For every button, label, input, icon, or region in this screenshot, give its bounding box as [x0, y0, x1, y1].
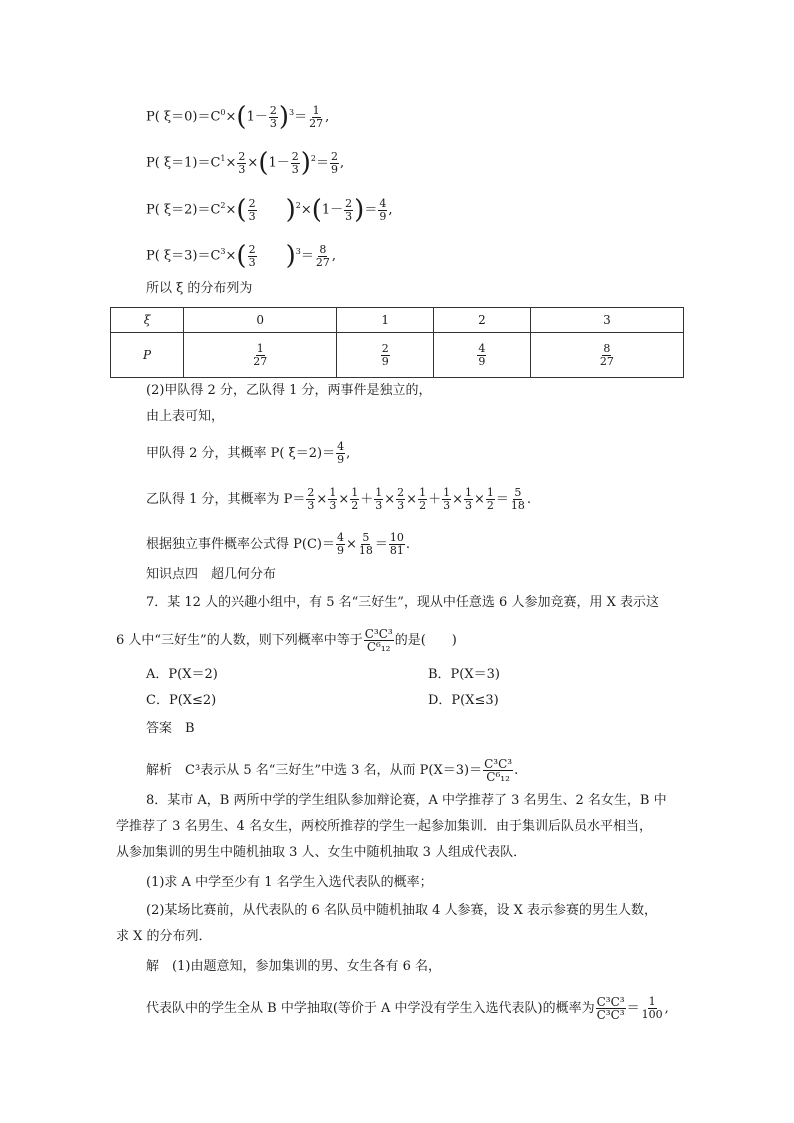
punct: ,: [664, 1001, 669, 1016]
text: C³表示从 5 名“三好生”中选 3 名，从而 P(X＝3)＝: [185, 763, 483, 778]
fraction: [358, 532, 374, 557]
choice-d: D．P(X≤3): [428, 693, 499, 708]
fraction-den: 9: [381, 354, 389, 368]
fraction: [291, 151, 300, 176]
fraction-num: 1: [486, 486, 494, 499]
fraction-den: 9: [337, 453, 345, 466]
fraction: [418, 487, 427, 512]
fraction: [306, 487, 315, 512]
fraction-den: 2: [351, 499, 359, 512]
fraction-num: 4: [337, 440, 345, 453]
equals-sign: ＝: [364, 202, 378, 218]
comb-sup: 0: [220, 108, 226, 118]
formula-p0: [146, 104, 329, 130]
times-sign: ×: [225, 248, 237, 264]
fraction-den: 3: [397, 499, 405, 512]
part2-line5: 根据独立事件概率公式得 P(C)＝ $\frac{4}{9}$ × $\frac{5}{18}$ ＝ $\frac{10}{81}$ .: [146, 531, 411, 557]
q8-line2: 学推荐了 3 名男生、4 名女生，两校所推荐的学生一起参加集训．由于集训后队员水平相当，: [116, 819, 652, 834]
fraction: [596, 996, 626, 1021]
result-fraction: [330, 151, 339, 176]
part2-line2: 由上表可知，: [146, 409, 225, 424]
fraction-num: 4: [478, 341, 486, 355]
result-fraction: [308, 105, 324, 130]
fraction: [442, 487, 451, 512]
times-sign: ×: [247, 155, 259, 171]
fraction: [350, 487, 359, 512]
text: 根据独立事件概率公式得 P(C)＝: [146, 537, 335, 552]
text: 代表队中的学生全从 B 中学抽取(等价于 A 中学没有学生入选代表队)的概率为: [146, 1001, 595, 1016]
table-cell: 3: [530, 308, 683, 333]
part2-line3: [146, 441, 350, 466]
fraction: [477, 343, 486, 368]
fraction: [599, 343, 615, 368]
section-title: 知识点四 超几何分布: [146, 567, 277, 582]
formula-lhs: P( ξ＝0)＝C: [146, 109, 221, 125]
result-fraction: [389, 532, 405, 557]
fraction-den: 18: [510, 499, 525, 512]
fraction-den: 3: [248, 209, 256, 223]
table-cell: [434, 333, 531, 378]
table-cell: [530, 333, 683, 378]
equals-sign: ＝: [316, 155, 330, 171]
fraction: [248, 198, 257, 223]
text: 乙队得 1 分，其概率为 P＝: [146, 492, 306, 507]
fraction: [252, 343, 268, 368]
left-paren: (: [311, 195, 322, 225]
right-paren: ): [285, 241, 296, 271]
fraction-den: 3: [307, 499, 315, 512]
fraction-den: 9: [379, 209, 387, 223]
fraction-num: 2: [381, 341, 389, 355]
fraction-den: 3: [375, 499, 383, 512]
fraction-num: C³C³: [596, 995, 625, 1009]
fraction-num: 1: [648, 995, 656, 1008]
q8-line6: 求 X 的分布列．: [116, 929, 212, 944]
fraction-den: 9: [478, 354, 486, 368]
fraction-num: 2: [345, 196, 353, 210]
distribution-table: [110, 307, 684, 378]
fraction-num: 2: [307, 486, 315, 499]
table-header-row: [111, 308, 684, 333]
fraction-num: 2: [248, 196, 256, 210]
power: 2: [310, 154, 316, 164]
table-cell: [337, 333, 434, 378]
fraction: [269, 105, 278, 130]
fraction: [486, 487, 495, 512]
fraction-num: 8: [319, 242, 327, 256]
left-paren: (: [258, 148, 269, 178]
fraction: [374, 487, 383, 512]
fraction-num: 2: [397, 486, 405, 499]
fraction-num: 4: [379, 196, 387, 210]
inner-term: 1－: [321, 202, 344, 218]
right-paren: ): [354, 195, 365, 225]
fraction: [381, 343, 390, 368]
fraction-num: 1: [419, 486, 427, 499]
q8-line4: (1)求 A 中学至少有 1 名学生入选代表队的概率；: [146, 875, 433, 890]
part2-line4: 乙队得 1 分，其概率为 P＝ $\frac{2}{3}$ × $\frac{1}{3}$ × $\frac{1}{2}$ ＋ $\frac{1}{3}$ × $\frac{2}{3}$ × $\frac{1}{2}$ ＋ $\frac{1}{3}$ × $\frac{1}{3}$ × $\frac{1}{2}$ ＝ $\frac{5}{18}$ .: [146, 486, 532, 512]
text: 6 人中“三好生”的人数，则下列概率中等于: [116, 633, 363, 648]
fraction: [344, 198, 353, 223]
table-cell: 2: [434, 308, 531, 333]
punct: ,: [331, 248, 336, 264]
solution-line2: 代表队中的学生全从 B 中学抽取(等价于 A 中学没有学生入选代表队)的概率为 $\frac{\text{C³C³}}{\text{C³C³}}$ ＝ $\frac{1}{100}$ ,: [146, 995, 669, 1022]
fraction-den: 27: [599, 354, 614, 368]
formula-p3: [146, 243, 336, 269]
right-paren: ): [278, 102, 289, 132]
power: 2: [295, 201, 301, 211]
result-fraction: [641, 996, 664, 1021]
power: 3: [295, 247, 301, 257]
punct: ,: [346, 446, 351, 461]
fraction: [237, 151, 246, 176]
fraction-num: 2: [291, 149, 299, 163]
fraction-num: 1: [443, 486, 451, 499]
fraction-den: 3: [345, 209, 353, 223]
q8-line5: (2)某场比赛前，从代表队的 6 名队员中随机抽取 4 人参赛，设 X 表示参赛的男生人数，: [146, 903, 658, 918]
fraction: [336, 441, 345, 466]
times-sign: ×: [225, 109, 237, 125]
power: 3: [289, 108, 295, 118]
table-cell: 0: [184, 308, 337, 333]
right-paren: ): [300, 148, 311, 178]
comb-sup: 2: [220, 201, 226, 211]
fraction-num: 2: [331, 149, 339, 163]
fraction-num: 1: [312, 103, 320, 117]
solution-line1: [146, 958, 441, 976]
text: 甲队得 2 分，其概率 P( ξ＝2)＝: [146, 446, 336, 461]
punct: ,: [325, 109, 330, 125]
answer-line: [146, 720, 195, 738]
punct: .: [514, 763, 519, 778]
fraction-den: 3: [329, 499, 337, 512]
equals-sign: ＝: [300, 248, 314, 264]
inner-term: 1－: [246, 109, 268, 125]
fraction: [464, 487, 473, 512]
text: 的是( ): [394, 633, 457, 648]
times-sign: ×: [225, 155, 237, 171]
punct: ,: [388, 202, 393, 218]
text: (1)由题意知，参加集训的男、女生各有 6 名，: [172, 959, 441, 974]
fraction-den: 9: [331, 162, 339, 176]
q7-line1: 7．某 12 人的兴趣小组中，有 5 名“三好生”，现从中任意选 6 人参加竞赛，用 X 表示这: [146, 595, 659, 610]
result-fraction: [378, 198, 387, 223]
left-paren: (: [236, 102, 247, 132]
punct: ,: [340, 155, 345, 171]
fraction-num: C³C³: [484, 757, 513, 771]
solution-label: 解: [146, 959, 160, 974]
fraction-den: 9: [336, 544, 344, 557]
formula-p1: [146, 150, 344, 176]
table-cell: P: [111, 333, 184, 378]
fraction-den: 81: [389, 544, 404, 557]
fraction-den: C⁶₁₂: [486, 770, 510, 784]
formula-lhs: P( ξ＝2)＝C: [146, 202, 221, 218]
analysis-line: [146, 758, 518, 783]
fraction-num: C³C³: [364, 627, 393, 641]
fraction-num: 1: [375, 486, 383, 499]
answer-value: B: [185, 721, 195, 736]
fraction-num: 4: [336, 531, 344, 544]
fraction-num: 1: [329, 486, 337, 499]
answer-label: 答案: [146, 721, 173, 736]
times-sign: ×: [300, 202, 312, 218]
fraction-num: 10: [389, 531, 404, 544]
result-fraction: [510, 487, 526, 512]
formula-lhs: P( ξ＝3)＝C: [146, 248, 221, 264]
q8-line3: 从参加集训的男生中随机抽取 3 人、女生中随机抽取 3 人组成代表队．: [116, 845, 527, 860]
fraction-den: 3: [238, 162, 246, 176]
fraction-den: 3: [248, 255, 256, 269]
fraction-den: 3: [269, 116, 277, 130]
comb-sup: 3: [220, 247, 226, 257]
fraction-den: 2: [419, 499, 427, 512]
fraction-num: 1: [464, 486, 472, 499]
dist-intro: 所以 ξ 的分布列为: [146, 281, 253, 296]
left-paren: (: [236, 241, 247, 271]
formula-lhs: P( ξ＝1)＝C: [146, 155, 221, 171]
table-cell: [184, 333, 337, 378]
table-row: [111, 333, 684, 378]
comb-sup: 1: [220, 154, 226, 164]
fraction-den: C⁶₁₂: [366, 640, 391, 654]
fraction: [364, 628, 394, 653]
analysis-label: 解析: [146, 763, 173, 778]
fraction-den: 18: [358, 544, 373, 557]
q8-line1: 8．某市 A，B 两所中学的学生组队参加辩论赛，A 中学推荐了 3 名男生、2 名女生，B 中: [146, 793, 667, 808]
fraction-den: 27: [253, 354, 268, 368]
fraction-num: 2: [248, 242, 256, 256]
right-paren: ): [285, 195, 296, 225]
times-sign: ×: [225, 202, 237, 218]
fraction: [328, 487, 337, 512]
part2-line1: (2)甲队得 2 分，乙队得 1 分，两事件是独立的，: [146, 383, 432, 398]
table-cell: 1: [337, 308, 434, 333]
fraction: [248, 244, 257, 269]
fraction-den: 3: [464, 499, 472, 512]
fraction-den: 3: [443, 499, 451, 512]
fraction-den: 3: [291, 162, 299, 176]
fraction-den: 27: [309, 116, 324, 130]
left-paren: (: [236, 195, 247, 225]
fraction-den: C³C³: [596, 1008, 625, 1022]
fraction-den: 27: [315, 255, 330, 269]
formula-p2: [146, 197, 392, 223]
fraction-num: 2: [238, 149, 246, 163]
choice-b: B．P(X＝3): [428, 667, 500, 682]
fraction: [336, 532, 345, 557]
equals-sign: ＝: [294, 109, 308, 125]
fraction-num: 1: [351, 486, 359, 499]
inner-term: 1－: [268, 155, 290, 171]
fraction-num: 8: [603, 341, 611, 355]
fraction-num: 2: [269, 103, 277, 117]
choice-a: A．P(X＝2): [146, 667, 218, 682]
q7-line2: [116, 628, 457, 653]
fraction: [483, 758, 513, 783]
fraction-den: 100: [641, 1008, 663, 1021]
fraction-den: 2: [486, 499, 494, 512]
fraction-num: 5: [514, 486, 522, 499]
table-cell: ξ: [111, 308, 184, 333]
result-fraction: [315, 244, 331, 269]
fraction-num: 5: [362, 531, 370, 544]
fraction-num: 1: [256, 341, 264, 355]
fraction: [396, 487, 405, 512]
choice-c: C．P(X≤2): [146, 693, 217, 708]
